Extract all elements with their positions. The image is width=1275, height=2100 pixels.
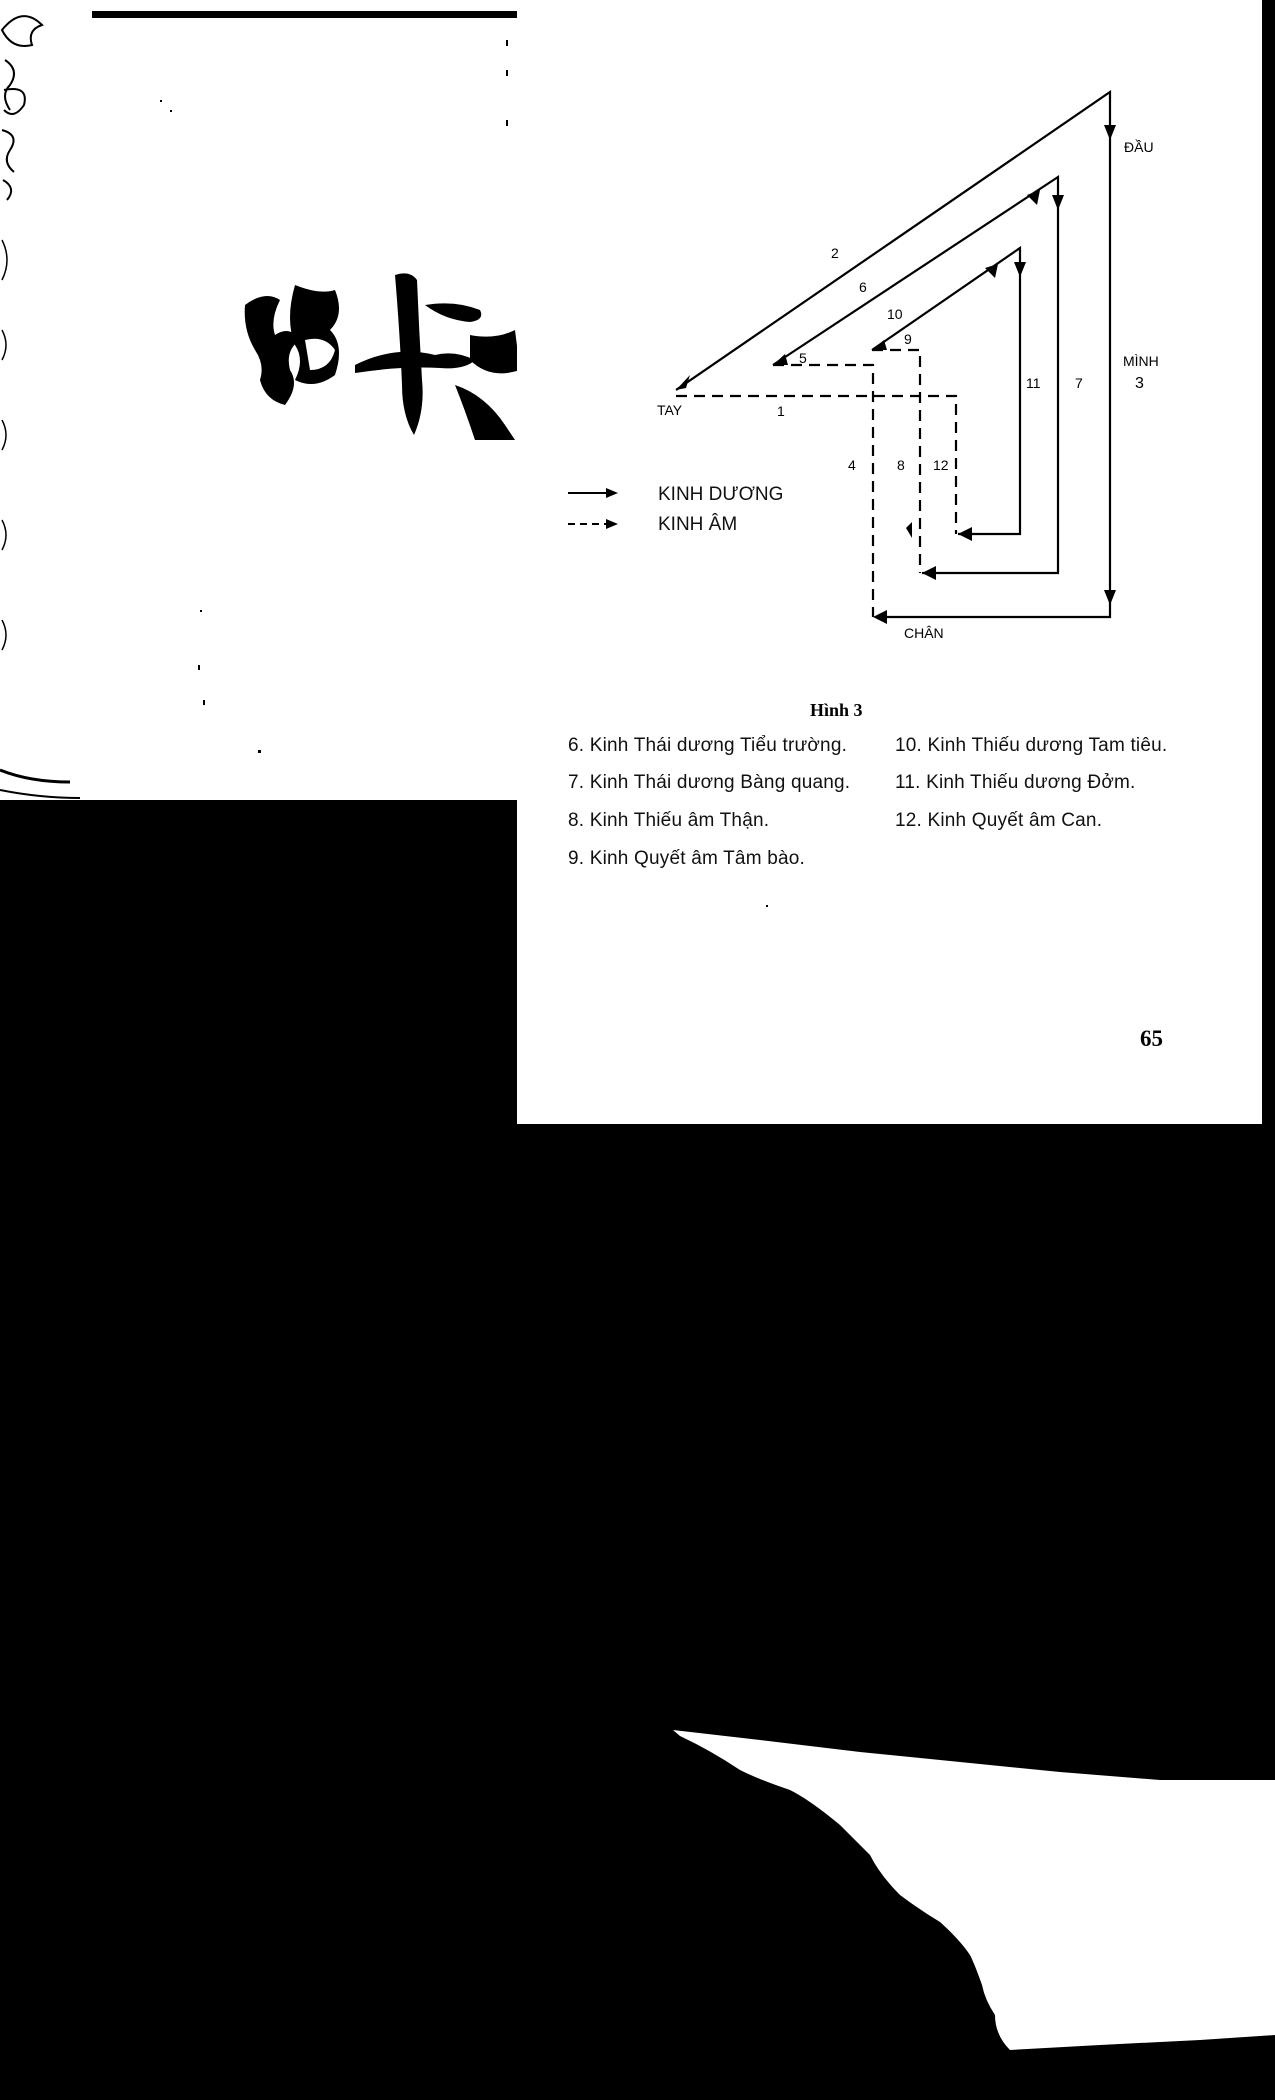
meridian-number-12: 12 — [933, 457, 949, 473]
meridian-number-10: 10 — [887, 306, 903, 322]
arrow-head — [906, 522, 912, 538]
arrow-head — [958, 527, 972, 541]
meridian-path-6-11 — [773, 177, 1058, 573]
label-tay: TAY — [657, 402, 683, 418]
label-dau: ĐẦU — [1124, 139, 1154, 155]
meridian-number-1: 1 — [777, 403, 785, 419]
meridian-item: 11. Kinh Thiếu dương Đởm. — [895, 772, 1136, 793]
arrow-head — [922, 566, 936, 580]
legend-yin-label: KINH ÂM — [658, 514, 738, 535]
meridian-number-8: 8 — [897, 457, 905, 473]
meridian-number-7: 7 — [1075, 375, 1083, 391]
meridian-path-2-7 — [676, 92, 1110, 617]
arrow-head — [1052, 195, 1064, 210]
legend-solid-arrow — [606, 488, 618, 498]
legend-dashed-arrow — [606, 519, 618, 529]
meridian-number-4: 4 — [848, 457, 856, 473]
label-minh-number: 3 — [1135, 375, 1144, 392]
meridian-path-4 — [773, 365, 873, 617]
meridian-item: 10. Kinh Thiếu dương Tam tiêu. — [895, 735, 1168, 756]
legend-yang-label: KINH DƯƠNG — [658, 484, 784, 505]
label-chan: CHÂN — [904, 625, 944, 641]
meridian-number-11: 11 — [1026, 375, 1041, 391]
torn-paper — [0, 1700, 1275, 2100]
meridian-item: 7. Kinh Thái dương Bàng quang. — [568, 772, 851, 793]
label-minh: MÌNH — [1123, 353, 1159, 369]
meridian-item: 8. Kinh Thiếu âm Thận. — [568, 810, 770, 831]
arrow-head — [873, 610, 887, 624]
meridian-path-8 — [872, 350, 920, 573]
arrow-head — [1104, 590, 1116, 605]
figure-caption: Hình 3 — [810, 700, 863, 720]
meridian-number-6: 6 — [859, 279, 867, 295]
arrow-head — [1014, 262, 1026, 277]
meridian-item: 12. Kinh Quyết âm Can. — [895, 810, 1103, 831]
arrow-head — [1104, 125, 1116, 140]
page-number: 65 — [1140, 1026, 1163, 1051]
meridian-number-2: 2 — [831, 245, 839, 261]
meridian-path-10-12 — [872, 248, 1020, 534]
meridian-item: 9. Kinh Quyết âm Tâm bào. — [568, 848, 805, 869]
meridian-number-9: 9 — [904, 331, 912, 347]
meridian-number-5: 5 — [799, 350, 807, 366]
meridian-item: 6. Kinh Thái dương Tiểu trường. — [568, 735, 848, 756]
